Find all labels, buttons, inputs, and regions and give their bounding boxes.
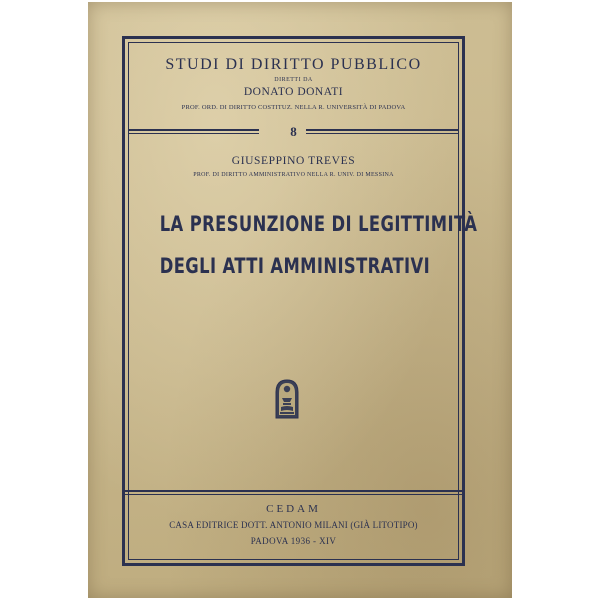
volume-number: 8	[290, 124, 297, 139]
book-title-line-2: DEGLI ATTI AMMINISTRATIVI	[159, 254, 431, 278]
series-title: STUDI DI DIRITTO PUBBLICO	[165, 56, 422, 73]
city-year: PADOVA 1936 - XIV	[250, 536, 337, 546]
bottom-rule-thick	[124, 490, 463, 492]
publisher-name: CEDAM	[266, 503, 321, 515]
directed-by-label: DIRETTI DA	[274, 77, 313, 83]
author-name: GIUSEPPINO TREVES	[231, 155, 356, 167]
author-role: PROF. DI DIRITTO AMMINISTRATIVO NELLA R. UNIV. DI MESSINA	[193, 172, 394, 178]
editor-name: DONATO DONATI	[243, 86, 344, 98]
book-title-line-1: LA PRESUNZIONE DI LEGITTIMITÀ	[159, 212, 478, 236]
cover-frame-inner	[128, 42, 478, 560]
publishing-house: CASA EDITRICE DOTT. ANTONIO MILANI (GIÀ LITOTIPO)	[169, 520, 418, 530]
bottom-rule-thin	[124, 494, 463, 495]
publisher-emblem-icon	[273, 378, 301, 420]
editor-role: PROF. ORD. DI DIRITTO COSTITUZ. NELLA R. UNIVERSITÀ DI PADOVA	[181, 104, 406, 111]
